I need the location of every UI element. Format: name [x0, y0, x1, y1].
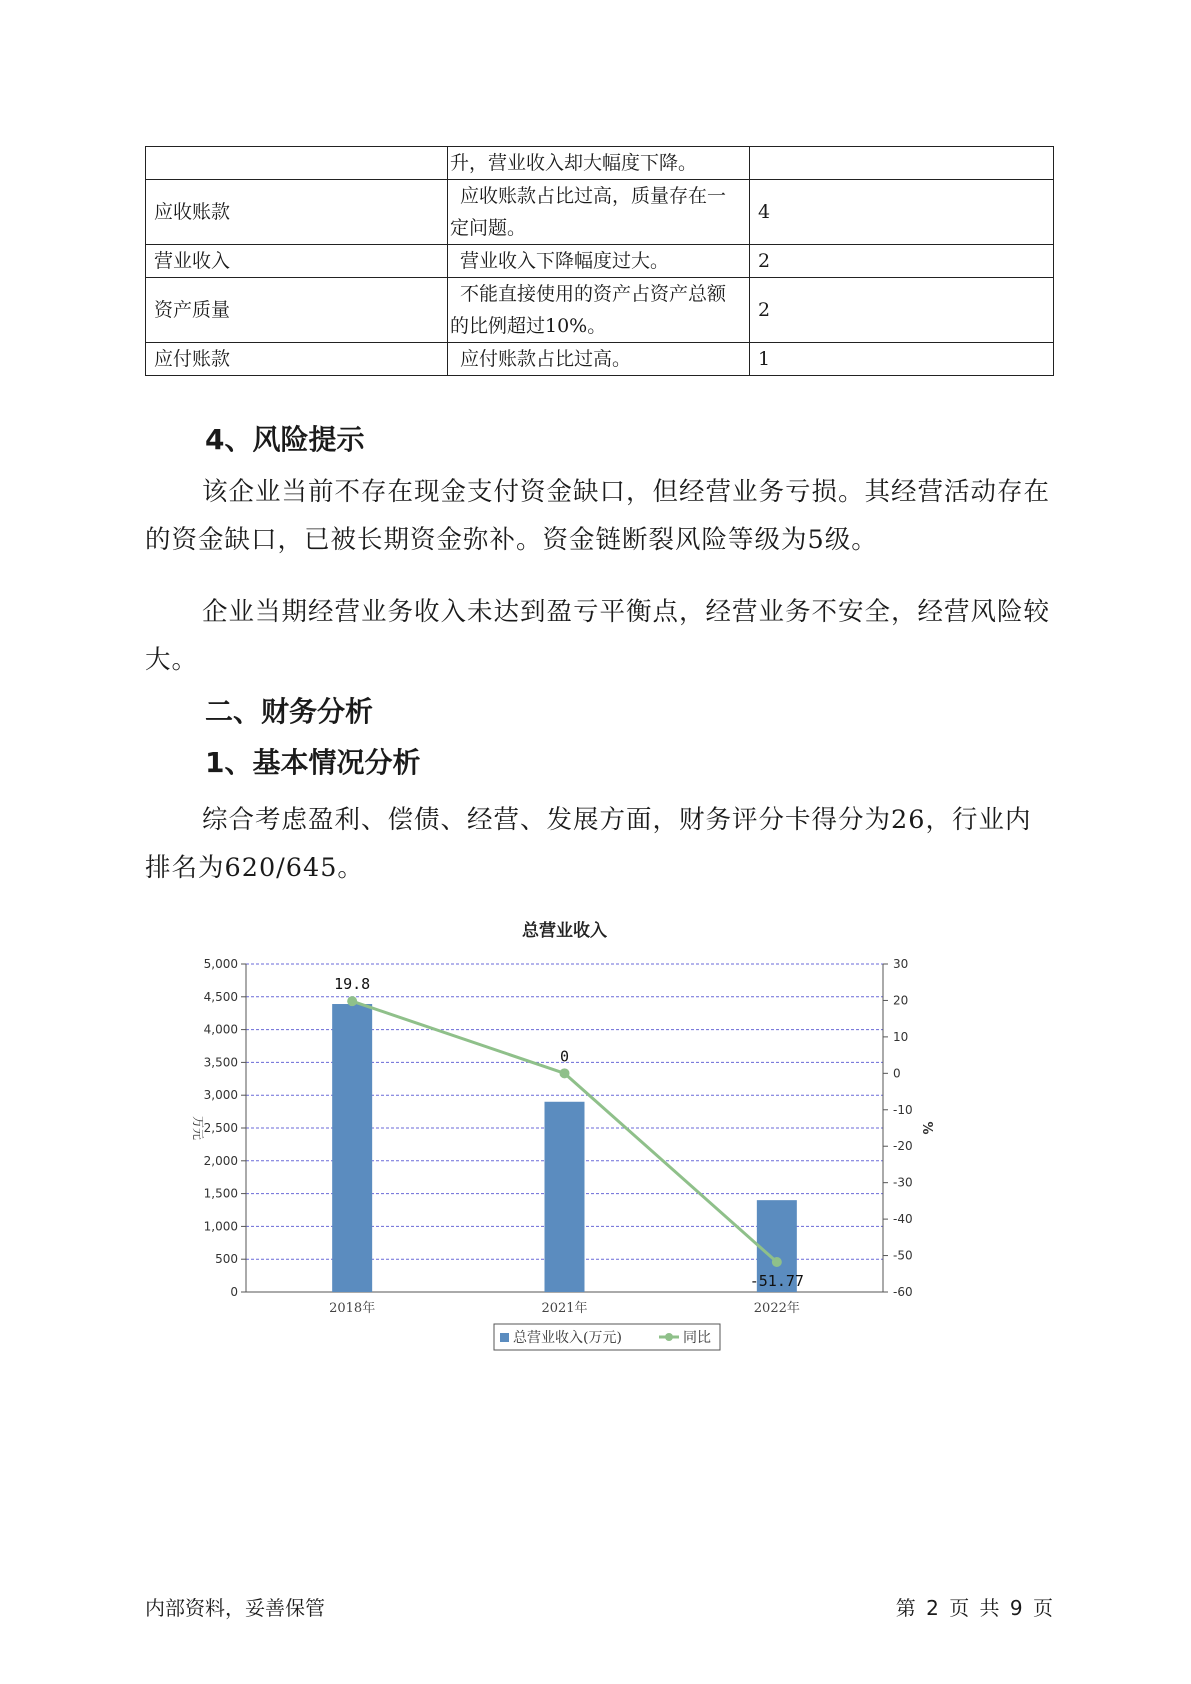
y-tick-label: 500	[215, 1252, 238, 1267]
y-tick-label: 0	[230, 1285, 238, 1299]
yoy-point	[560, 1068, 570, 1078]
y2-tick-label: 30	[893, 957, 909, 971]
risk-description-line: 应付账款占比过高。	[460, 348, 632, 370]
y2-tick-label: -30	[893, 1175, 913, 1190]
risk-description-line: 的比例超过10%。	[450, 315, 607, 337]
y2-tick-label: -60	[893, 1285, 913, 1299]
risk-description-line: 应收账款占比过高，质量存在一	[460, 185, 727, 207]
y-tick-label: 2,500	[203, 1121, 238, 1135]
revenue-chart-svg	[180, 912, 980, 1372]
risk-score-cell: 4	[750, 180, 1054, 245]
basic-analysis-paragraph: 综合考虑盈利、偿债、经营、发展方面，财务评分卡得分为26，行业内排名为620/645。	[145, 805, 1032, 883]
legend-bar-swatch	[500, 1333, 509, 1342]
risk-description-cell	[448, 343, 750, 376]
y-tick-label: 4,500	[203, 989, 238, 1004]
risk-description-line: 升，营业收入却大幅度下降。	[450, 152, 698, 174]
footer-confidential: 内部资料，妥善保管	[145, 1596, 325, 1620]
yoy-point	[347, 996, 357, 1006]
risk-paragraph-1: 该企业当前不存在现金支付资金缺口，但经营业务亏损。其经营活动存在的资金缺口，已被长期资金弥补。资金链断裂风险等级为5级。	[145, 477, 1051, 555]
x-tick-label: 2021年	[541, 1301, 588, 1316]
legend-bar-label: 总营业收入(万元)	[513, 1330, 622, 1346]
yoy-point	[772, 1257, 782, 1267]
risk-description-cell	[448, 180, 750, 245]
y-tick-label: 2,000	[203, 1153, 238, 1168]
risk-item-cell	[146, 147, 448, 180]
y-tick-label: 3,500	[203, 1055, 238, 1070]
risk-description-cell	[448, 278, 750, 343]
y2-tick-label: -10	[893, 1102, 913, 1117]
y-tick-label: 4,000	[203, 1022, 238, 1037]
x-tick-label: 2018年	[329, 1301, 376, 1316]
y2-axis-label: %	[919, 1121, 934, 1135]
revenue-bar	[545, 1102, 585, 1292]
chart-title: 总营业收入	[522, 921, 607, 941]
x-tick-label: 2022年	[753, 1301, 800, 1316]
y-tick-label: 1,500	[203, 1186, 238, 1201]
y2-tick-label: -20	[893, 1139, 913, 1154]
legend-line-marker	[665, 1333, 673, 1341]
yoy-data-label: 19.8	[334, 975, 371, 994]
y2-tick-label: -40	[893, 1212, 913, 1227]
risk-heading: 4、风险提示	[205, 423, 365, 456]
y-tick-label: 1,000	[203, 1219, 238, 1234]
risk-item-cell: 应付账款	[146, 343, 448, 376]
footer-page-number: 第 2 页 共 9 页	[895, 1596, 1053, 1620]
risk-score-cell	[750, 147, 1054, 180]
yoy-data-label: 0	[559, 1047, 570, 1066]
risk-description-cell	[448, 147, 750, 180]
table-row	[146, 147, 1054, 180]
risk-score-cell: 2	[750, 278, 1054, 343]
yoy-data-label: -51.77	[749, 1272, 804, 1291]
risk-factor-table	[145, 146, 1054, 376]
y2-tick-label: -50	[893, 1248, 913, 1263]
risk-description-cell	[448, 245, 750, 278]
risk-description-line: 营业收入下降幅度过大。	[460, 250, 670, 272]
risk-description-line: 定问题。	[450, 217, 527, 239]
y-tick-label: 5,000	[203, 957, 238, 971]
y2-tick-label: 20	[893, 993, 909, 1008]
basic-analysis-heading: 1、基本情况分析	[205, 746, 421, 779]
y2-tick-label: 0	[893, 1066, 901, 1081]
finance-heading: 二、财务分析	[205, 695, 374, 728]
y-axis-label: 万元	[191, 1115, 205, 1141]
risk-item-cell: 资产质量	[146, 278, 448, 343]
risk-paragraph-2: 企业当期经营业务收入未达到盈亏平衡点，经营业务不安全，经营风险较大。	[145, 597, 1051, 675]
table-row	[146, 245, 1054, 278]
risk-item-cell: 应收账款	[146, 180, 448, 245]
risk-score-cell: 2	[750, 245, 1054, 278]
risk-score-cell: 1	[750, 343, 1054, 376]
y2-tick-label: 10	[893, 1029, 909, 1044]
revenue-bar	[332, 1004, 372, 1292]
revenue-chart	[180, 912, 980, 1372]
legend-line-label: 同比	[683, 1330, 711, 1346]
table-row	[146, 180, 1054, 245]
table-row	[146, 278, 1054, 343]
table-row	[146, 343, 1054, 376]
risk-description-line: 不能直接使用的资产占资产总额	[460, 283, 727, 305]
y-tick-label: 3,000	[203, 1088, 238, 1103]
risk-item-cell: 营业收入	[146, 245, 448, 278]
